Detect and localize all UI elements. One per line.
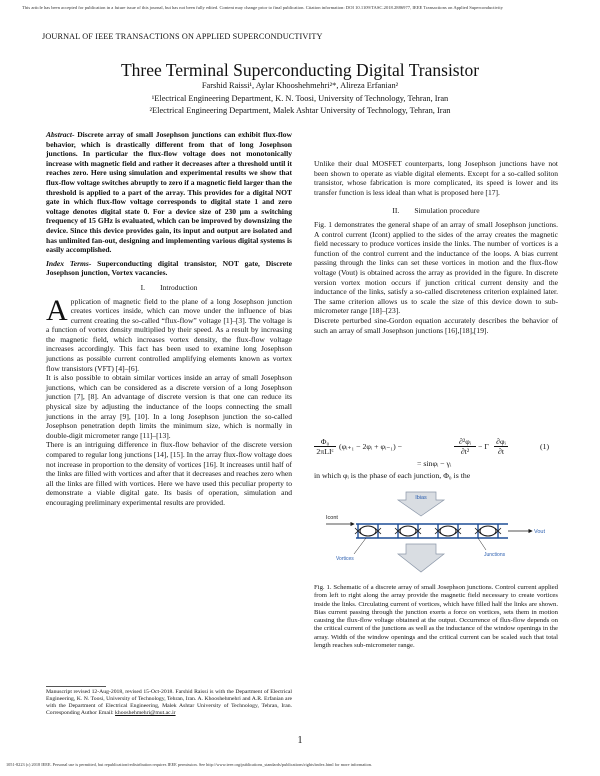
junctions-label: Junctions: [484, 552, 506, 558]
footnote-rule: [46, 686, 106, 687]
eq-second-derivative-num: ∂²φᵢ: [454, 437, 476, 447]
eq-after-text: in which φᵢ is the phase of each junction, Φ₀ is the: [314, 471, 471, 480]
right-paragraph-1: Unlike their dual MOSFET counterparts, long Josephson junctions have not been shown to operate as viable digital elements. Except for a so-called soliton transistor, whose fabrication is more complicated, its speed is lower and its transfer function is less ideal than what is proposed here [17].: [314, 159, 558, 197]
right-column: [314, 159, 558, 335]
junctions: [358, 524, 498, 538]
junction-crosses: [355, 528, 501, 534]
intro-paragraph-3: There is an intriguing difference in flux-flow behavior of the discrete version compared to regular long junctions [14], [15]. In the array flux-flow voltage does not increase in proportion to the density of vortices [16]. It increases until half of the links are filled with vortices and after that it decreases and reaches zero when all the links are filled with vortices. Here we have used this peculiar property to demonstrate a viable digital gate. Its basis of operation, simulation and encouraging preliminary experimental results are provided.: [46, 440, 292, 507]
index-terms-text: Superconducting digital transistor, NOT gate, Discrete Josephson junction, Vortex vacancies.: [46, 258, 292, 278]
eq-middle-term: (φᵢ₊₁ − 2φᵢ + φᵢ₋₁) −: [339, 442, 403, 451]
abstract-label: Abstract-: [46, 130, 75, 139]
prepublication-notice: This article has been accepted for publication in a future issue of this journal, but has not been fully edited. Content may change prior to final publication. Citation information: DOI 10.1109/TASC.2018.2886977, IEEE Transactions on Applied Superconductivity: [22, 5, 503, 10]
drop-cap: A: [46, 293, 68, 327]
section-heading-simulation: II. Simulation procedure: [392, 206, 480, 216]
corresponding-email-link[interactable]: khooshehmehri@mut.ac.ir: [115, 709, 176, 716]
right-paragraph-3: Discrete perturbed sine-Gordon equation accurately describes the behavior of such an array of small Josephson junctions [16],[18],[19].: [314, 315, 558, 335]
ibias-label: Ibias: [415, 495, 427, 501]
paper-title: Three Terminal Superconducting Digital Transistor: [120, 60, 480, 80]
eq-second-derivative-den: ∂t²: [460, 447, 470, 456]
right-paragraph-2: Fig. 1 demonstrates the general shape of an array of small Josephson junctions. A control current (Icont) applied to the sides of the array creates the magnetic field necessary to produce vortices inside the links. The number of vortices is a function of the control current and the inductance of the loops. A bias current passing through the links can set these vortices in motion and the flux-flow voltage (Vout) is obtained across the array as provided in the figure. In discrete version vortex motion occurs if junction critical current density and the inductance of the links, satisfy a so-called discreteness criterion explained later. The same criterion allows us to scale the size of this device down to sub-micrometer range [18]–[23].: [314, 219, 558, 316]
vortices-label: Vortices: [336, 556, 354, 562]
equation-number: (1): [540, 442, 550, 451]
footnote: [46, 689, 292, 717]
intro-paragraph-1: [46, 293, 292, 374]
section-heading-introduction: I. Introduction: [140, 282, 198, 292]
eq-gamma-term: − Γ: [478, 442, 489, 451]
intro-paragraph-2: It is also possible to obtain similar vortices inside an array of small Josephson junctions, which can be considered as a discrete version of a long Josephson junction [7], [8]. An advantage of discrete version is that one can reduce its physical size by adjusting the inductance of the loops connecting the small junctions in the array [9], [10]. In a long Josephson junction the so-called Josephson penetration depth limits the minimum size, which is normally in double-digit micrometer range [11]–[13].: [46, 373, 292, 440]
journal-header: JOURNAL OF IEEE TRANSACTIONS ON APPLIED SUPERCONDUCTIVITY: [42, 32, 323, 41]
vortex-loops: [360, 526, 496, 536]
author-list: Farshid Raissi¹, Aylar Khooshehmehri²*, Alireza Erfanian²: [201, 81, 399, 90]
eq-right-hand-side: = sinφᵢ − γᵢ: [417, 459, 452, 468]
figure-1-caption: Fig. 1. Schematic of a discrete array of small Josephson junctions. Control current applied from left to right along the array provide the magnetic field necessary to create vortices inside the links. Circulating current of vortices, which have filled half the links are shown. Bias current passing through the junction exerts a force on vortices, sets them in motion causing the flux-flow voltage obtained at the output. Occurrence of flux-flow depends on the critical current of the junctions as well as the inductance of the window openings in the array. Width of the window openings and the critical current can be scaled such that total length reaches sub-micrometer range.: [314, 584, 558, 650]
eq-lhs-numerator: Φ₀: [314, 437, 336, 447]
eq-first-derivative-den: ∂t: [497, 447, 505, 456]
figure-1-schematic: [318, 488, 556, 580]
copyright-line: 1051-8223 (c) 2018 IEEE. Personal use is permitted, but republication/redistribution requires IEEE permission. See http://www.ieee.org/publications_standards/publications/rights/index.html for more information.: [6, 762, 372, 767]
footnote-corresponding: Corresponding Author Email:: [46, 709, 116, 716]
abstract: [46, 130, 292, 255]
index-terms-label: Index Terms-: [46, 258, 92, 268]
intro-paragraph-1-text: pplication of magnetic field to the plane of a long Josephson junction creates vortices inside, which can move under the influence of bias current creating the so-called “flux-flow” voltage [1]–[3]. The voltage is a function of vortex density multiplied by their speed. As a result by increasing the magnetic field, which increases vortex density, the flux-flow voltage increases accordingly. This fact has been used to examine long Josephson junctions as possible current controlled amplifying elements known as vortex flow transistors (VFT) [4]–[6].: [46, 296, 292, 373]
affiliation-1: ¹Electrical Engineering Department, K. N. Toosi, University of Technology, Tehran, Iran: [151, 94, 449, 103]
figure-1: [318, 488, 556, 580]
index-terms: [46, 259, 292, 278]
footnote-text: Manuscript revised 12-Aug-2018, revised 15-Oct-2018. Farshid Raissi is with the Department of Electrical Engineering, K. N. Toosi, University of Technology, Tehran, Iran. A. Khooshehmehri and A.R. Erfanian are with the Department of Electrical Engineering, Malek Ashtar University of Technology, Tehran, Iran.: [46, 689, 292, 709]
vortices-pointer: [354, 538, 366, 554]
left-column: [46, 130, 292, 508]
affiliation-2: ²Electrical Engineering Department, Malek Ashtar University of Technology, Tehran, Iran: [149, 106, 451, 115]
icont-label: Icont: [326, 515, 338, 521]
eq-first-derivative-num: ∂φᵢ: [494, 437, 508, 447]
page-number: 1: [297, 735, 303, 746]
junctions-pointer: [478, 538, 486, 550]
ibias-out-arrow: [398, 544, 444, 572]
vout-label: Vout: [534, 529, 546, 535]
equation-1: [314, 437, 558, 485]
eq-lhs-denominator: 2πLIᶜ: [316, 447, 334, 456]
abstract-text: Discrete array of small Josephson junctions can exhibit flux-flow behavior, which is drastically different from that of long Josephson junctions. In particular the flux-flow voltage does not monotonically increase with magnetic field and rather it decreases after a threshold until it reaches zero. Here using simulation and experimental results we show that flux-flow voltage switches abruptly to zero if a magnetic field larger than the threshold is applied to a part of the array. This provides for a digital NOT gate in which flux-flow voltage corresponds to digital state 1 and zero voltage denotes digital state 0. For a device size of 230 µm a switching frequency of 15 GHz is evaluated, which can be improved by downsizing the device. Since this device provides gain, its input and output are isolated and has unlimited fan-out, designing and implementing various digital systems is easily accomplished.: [46, 130, 292, 255]
